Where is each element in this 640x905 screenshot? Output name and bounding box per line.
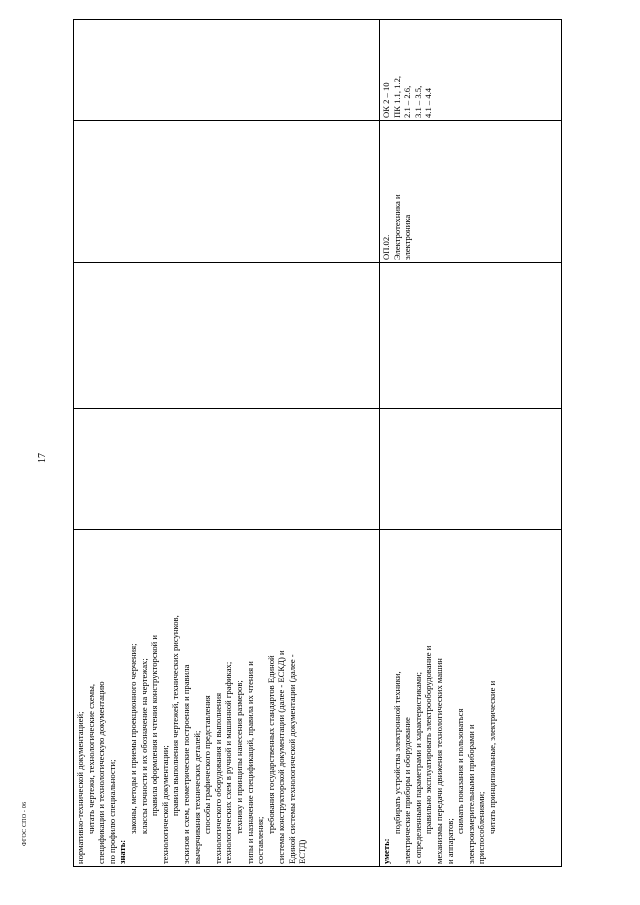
text-line: электрические приборы и оборудование xyxy=(402,717,413,864)
skills-cell xyxy=(380,530,562,867)
text-line: правила выполнения чертежей, технических рисунков, xyxy=(170,615,181,816)
text-line: законы, методы и приемы проекционного черчения; xyxy=(127,643,138,834)
text-line: технологической документации; xyxy=(159,745,170,864)
text-line: нормативно-технической документацией; xyxy=(75,711,85,864)
text-line: требования государственных стандартов Единой xyxy=(265,655,276,834)
empty-cell xyxy=(380,263,562,409)
discipline-title: электроника xyxy=(402,214,413,260)
text-line: технологического оборудования и выполнения xyxy=(212,692,223,864)
text-line: правила оформления и чтения конструкторской и xyxy=(149,634,160,816)
text-line: технику и принципы нанесения размеров; xyxy=(233,680,244,834)
section-heading-know: знать: xyxy=(117,839,128,864)
text-line: механизмы передачи движения технологических машин xyxy=(433,658,444,864)
knowledge-cell xyxy=(74,530,380,867)
text-line: по профилю специальности; xyxy=(106,759,117,864)
competence-code: 3.1 – 3.5, xyxy=(412,85,423,118)
discipline-code: ОП.02. xyxy=(381,234,391,260)
text-line: и аппаратов; xyxy=(444,818,455,864)
text-line: системы конструкторской документации (далее - ЕСКД) и xyxy=(276,650,287,864)
text-line: вычерчивания технических деталей; xyxy=(191,730,202,864)
text-line: читать принципиальные, электрические и xyxy=(486,680,497,834)
text-line: с определенными параметрами и характеристиками; xyxy=(412,671,423,864)
discipline-cell xyxy=(380,121,562,263)
text-line: электроизмерительными приборами и xyxy=(465,724,476,864)
text-line: ЕСТД) xyxy=(297,839,308,864)
discipline-title: Электротехника и xyxy=(391,194,402,260)
footer-code: ФГОС СПО - 06 xyxy=(22,801,28,846)
standards-table xyxy=(73,19,562,867)
text-line: спецификации и технологическую документацию xyxy=(96,681,107,864)
empty-cell xyxy=(74,20,380,121)
text-line: Единой системы технологической документации (далее - xyxy=(286,654,297,864)
empty-cell xyxy=(380,409,562,530)
text-line: приспособлениями; xyxy=(476,791,487,864)
text-line: правильно эксплуатировать электрооборудование и xyxy=(423,645,434,834)
text-line: подбирать устройства электронной техники, xyxy=(391,671,402,834)
text-line: читать чертежи, технологические схемы, xyxy=(85,683,96,834)
text-line: снимать показания и пользоваться xyxy=(455,708,466,834)
rotated-page-content xyxy=(73,45,561,867)
table-row xyxy=(380,20,562,867)
text-line: классы точности и их обозначение на чертежах; xyxy=(138,658,149,834)
text-line: составления; xyxy=(255,816,266,864)
empty-cell xyxy=(74,263,380,409)
text-line: эскизов и схем, геометрические построения и правила xyxy=(180,664,191,864)
competences-cell xyxy=(380,20,562,121)
text-line: типы и назначение спецификаций, правила их чтения и xyxy=(244,661,255,864)
section-heading-skills: уметь: xyxy=(381,838,391,864)
text-line: способы графического представления xyxy=(202,695,213,834)
competence-code: 4.1 – 4.4 xyxy=(423,87,434,118)
empty-cell xyxy=(74,121,380,263)
empty-cell xyxy=(74,409,380,530)
competence-code: 2.1 – 2.6, xyxy=(402,85,413,118)
competence-code: ПК 1.1, 1.2, xyxy=(391,75,402,118)
table-row xyxy=(74,20,380,867)
competence-code: ОК 2 – 10 xyxy=(381,82,391,118)
text-line: технологических схем в ручной и машинной графиках; xyxy=(223,661,234,864)
page-number: 17 xyxy=(37,453,48,463)
